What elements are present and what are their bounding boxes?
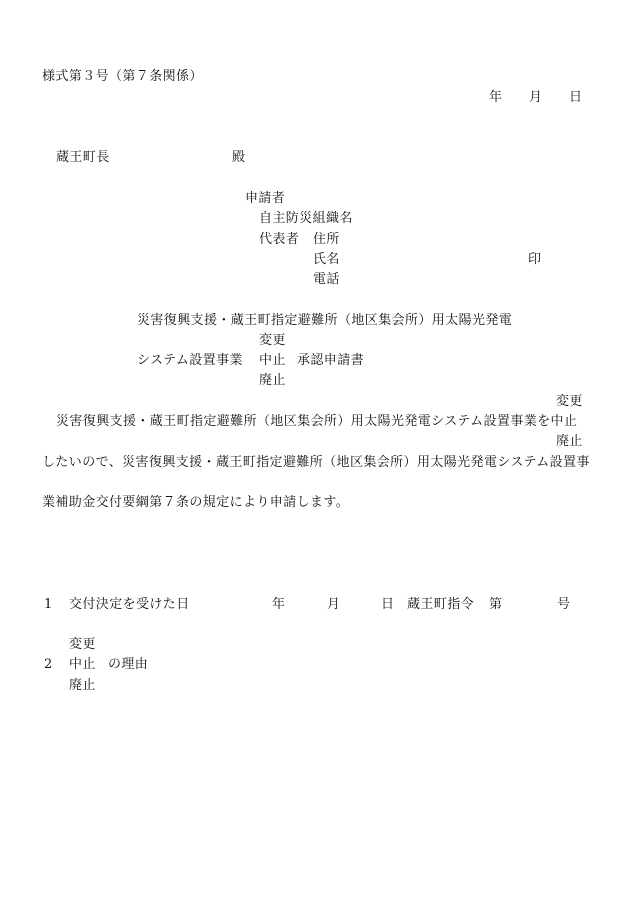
item-2-option-suspend: 中止 (69, 657, 96, 672)
body-line-2: したいので、災害復興支援・蔵王町指定避難所（地区集会所）用太陽光発電システム設置事 (42, 455, 590, 470)
seal-mark: 印 (528, 252, 542, 267)
date-month-label: 月 (529, 90, 543, 105)
applicant-label: 申請者 (245, 191, 286, 206)
item-2-label: の理由 (108, 657, 149, 672)
body-option-change: 変更 (556, 394, 583, 409)
item-1-directive-label: 蔵王町指令 (407, 597, 475, 612)
title-option-abolish: 廃止 (259, 373, 286, 388)
form-number: 様式第３号（第７条関係） (42, 69, 203, 84)
date-year-label: 年 (489, 90, 503, 105)
item-2-number: 2 (44, 657, 53, 672)
item-1-month-label: 月 (327, 597, 341, 612)
item-1-label: 交付決定を受けた日 (69, 597, 190, 612)
item-2-option-abolish: 廃止 (69, 678, 96, 693)
item-1-number: 1 (44, 597, 53, 612)
item-2-option-change: 変更 (69, 637, 96, 652)
item-1-go-label: 号 (557, 597, 571, 612)
title-option-suspend: 中止 (259, 353, 286, 368)
phone-label: 電話 (313, 272, 340, 287)
item-1-day-label: 日 (381, 597, 395, 612)
addressee-honorific: 殿 (232, 150, 246, 165)
title-line-1: 災害復興支援・蔵王町指定避難所（地区集会所）用太陽光発電 (137, 313, 513, 328)
body-option-abolish: 廃止 (556, 434, 583, 449)
address-label: 住所 (313, 232, 340, 247)
organization-label: 自主防災組織名 (259, 211, 353, 226)
item-1-dai-label: 第 (489, 597, 503, 612)
body-line-1: 災害復興支援・蔵王町指定避難所（地区集会所）用太陽光発電システム設置事業を中止 (56, 414, 578, 429)
item-1-year-label: 年 (272, 597, 286, 612)
body-line-3: 業補助金交付要綱第７条の規定により申請します。 (42, 495, 350, 510)
title-option-change: 変更 (259, 333, 286, 348)
title-suffix: 承認申請書 (297, 353, 365, 368)
date-day-label: 日 (569, 90, 583, 105)
title-line-2: システム設置事業 (137, 353, 243, 368)
representative-label: 代表者 (259, 232, 300, 247)
addressee-name: 蔵王町長 (56, 150, 110, 165)
name-label: 氏名 (313, 252, 340, 267)
